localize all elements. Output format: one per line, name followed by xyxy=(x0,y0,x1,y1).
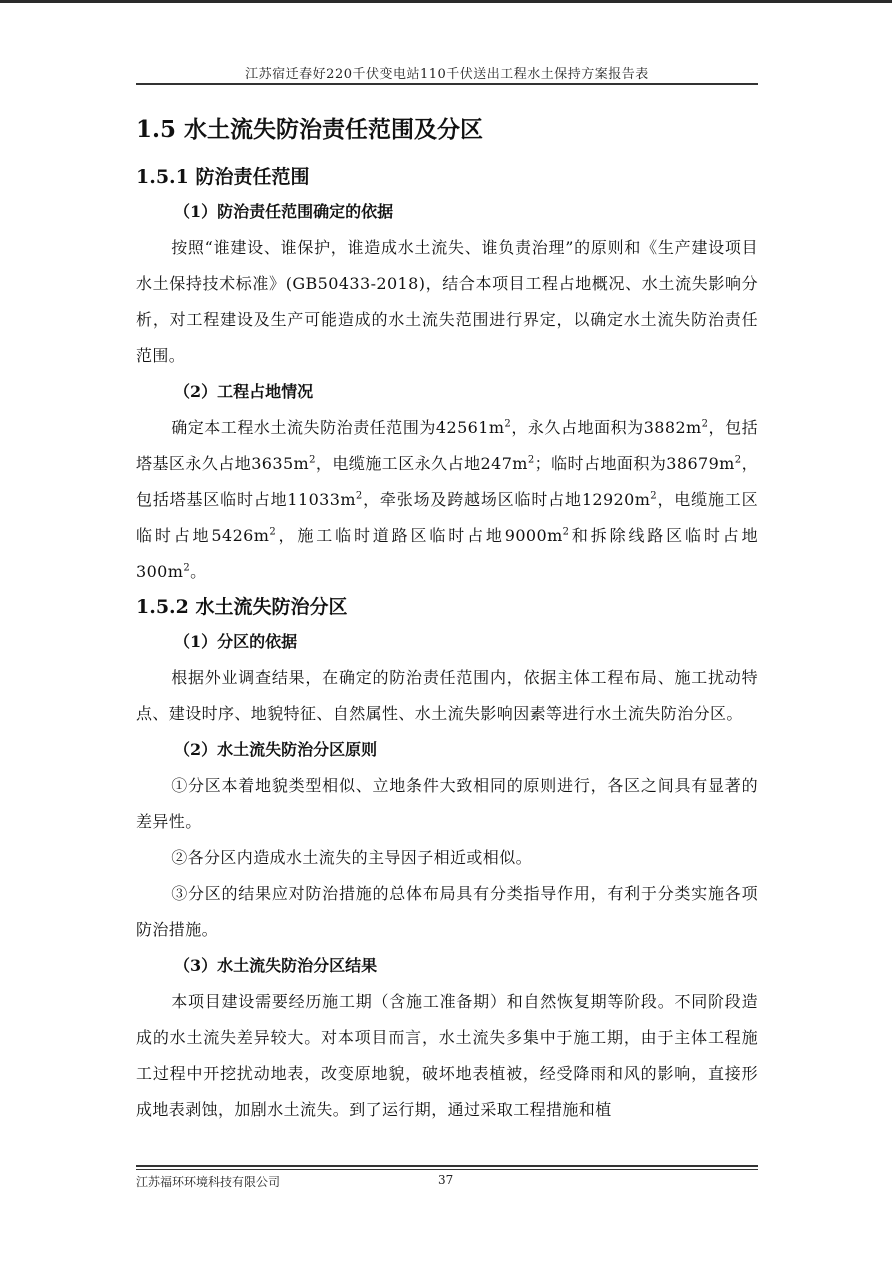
footer-rule xyxy=(136,1165,758,1167)
running-header: 江苏宿迁春好220千伏变电站110千伏送出工程水土保持方案报告表 xyxy=(245,67,649,82)
body-content xyxy=(136,108,758,1128)
page-number: 37 xyxy=(438,1173,454,1187)
subsection-heading-1-5-2: 1.5.2 水土流失防治分区 xyxy=(136,596,348,618)
paragraph-basis: 按照“谁建设、谁保护，谁造成水土流失、谁负责治理”的原则和《生产建设项目水土保持技术标准》(GB50433-2018)，结合本项目工程占地概况、水土流失影响分析，对工程建设及生产可能造成的水土流失范围进行界定，以确定水土流失防治责任范围。 xyxy=(136,238,758,365)
top-border xyxy=(0,0,892,3)
footer-rule-thin xyxy=(136,1169,758,1170)
paragraph-zoning-results: 本项目建设需要经历施工期（含施工准备期）和自然恢复期等阶段。不同阶段造成的水土流失差异较大。对本项目而言，水土流失多集中于施工期，由于主体工程施工过程中开挖扰动地表，改变原地貌，破坏地表植被，经受降雨和风的影响，直接形成地表剥蚀，加剧水土流失。到了运行期，通过采取工程措施和植 xyxy=(136,992,758,1119)
item-heading-zoning-basis: （1）分区的依据 xyxy=(174,632,298,651)
item-heading-zoning-results: （3）水土流失防治分区结果 xyxy=(174,956,378,975)
principle-1: ①分区本着地貌类型相似、立地条件大致相同的原则进行，各区之间具有显著的差异性。 xyxy=(136,776,758,831)
footer-company: 江苏福环环境科技有限公司 xyxy=(136,1175,281,1189)
principle-2: ②各分区内造成水土流失的主导因子相近或相似。 xyxy=(171,848,532,867)
subsection-heading-1-5-1: 1.5.1 防治责任范围 xyxy=(136,166,310,188)
item-heading-zoning-principles: （2）水土流失防治分区原则 xyxy=(174,740,378,759)
header-rule xyxy=(136,83,758,85)
paragraph-zoning-basis: 根据外业调查结果，在确定的防治责任范围内，依据主体工程布局、施工扰动特点、建设时序、地貌特征、自然属性、水土流失影响因素等进行水土流失防治分区。 xyxy=(136,668,758,723)
section-heading: 1.5 水土流失防治责任范围及分区 xyxy=(136,116,484,143)
item-heading-land-use: （2）工程占地情况 xyxy=(174,382,314,401)
paragraph-land-use: 确定本工程水土流失防治责任范围为$42561m^2$，永久占地面积为$3882m^2$，包括塔基区永久占地$3635m^2$，电缆施工区永久占地$247m^2$；临时占地面积为$38679m^2$，包括塔基区临时占地$11033m^2$，牵张场及跨越场区临时占地$12920m^2$，电缆施工区临时占地$5426m^2$，施工临时道路区临时占地$9000m^2$和拆除线路区临时占地$300m^2$。 xyxy=(136,418,759,581)
item-heading-basis: （1）防治责任范围确定的依据 xyxy=(174,202,394,221)
principle-3: ③分区的结果应对防治措施的总体布局具有分类指导作用，有利于分类实施各项防治措施。 xyxy=(136,884,758,939)
